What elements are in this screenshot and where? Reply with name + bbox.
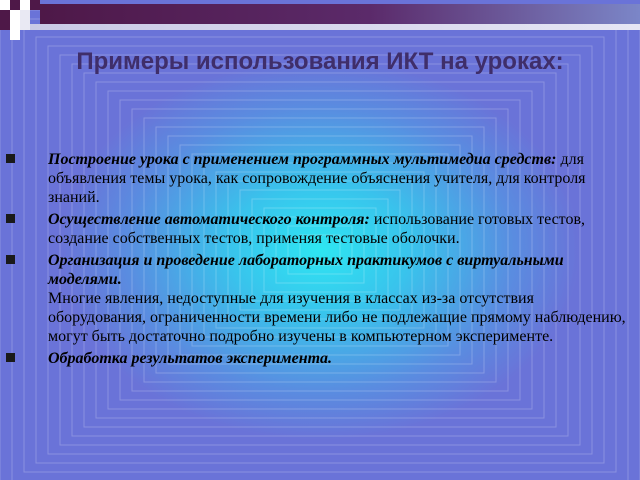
bullet-list (6, 150, 634, 371)
list-item (6, 251, 634, 346)
decor-square-purple (10, 0, 20, 10)
item-text: Многие явления, недоступные для изучения в классах из-за отсутствия оборудования, ограниченности времени либо не подлежащие прямому наблюдению, могут быть достаточно подробно изучены в компьютерном эксперименте. (48, 290, 626, 345)
square-bullet-icon (6, 214, 15, 223)
item-text: использование готовых тестов, создание собственных тестов, применяя тестовые оболочки. (48, 211, 586, 247)
decor-square-white (20, 0, 30, 10)
item-lead: Обработка результатов эксперимента. (48, 350, 333, 367)
header-strip-light (30, 24, 640, 30)
list-item (6, 150, 634, 207)
item-lead: Осуществление автоматического контроля: (48, 211, 370, 228)
item-text: для объявления темы урока, как сопровождение объяснения учителя, для контроля знаний. (48, 151, 586, 206)
square-bullet-icon (6, 353, 15, 362)
decor-square-purple (0, 20, 10, 30)
list-item (6, 210, 634, 248)
header-strip-dark (40, 4, 640, 24)
decor-square-white (10, 30, 20, 40)
decorative-header-bar (0, 0, 640, 36)
item-lead: Построение урока с применением программных мультимедиа средств: (48, 151, 557, 168)
square-bullet-icon (6, 154, 15, 163)
decor-square-white (0, 0, 10, 10)
decor-square-light (20, 20, 30, 30)
list-item (6, 349, 634, 368)
decor-square-white (10, 20, 20, 30)
decor-square-purple (0, 10, 10, 20)
slide-title: Примеры использования ИКТ на уроках: (76, 48, 564, 75)
square-bullet-icon (6, 255, 15, 264)
decor-square-light (20, 10, 30, 20)
item-lead: Организация и проведение лабораторных практикумов с виртуальными моделями. (48, 252, 564, 288)
decor-square-white (10, 10, 20, 20)
decor-square-purple (30, 0, 40, 10)
